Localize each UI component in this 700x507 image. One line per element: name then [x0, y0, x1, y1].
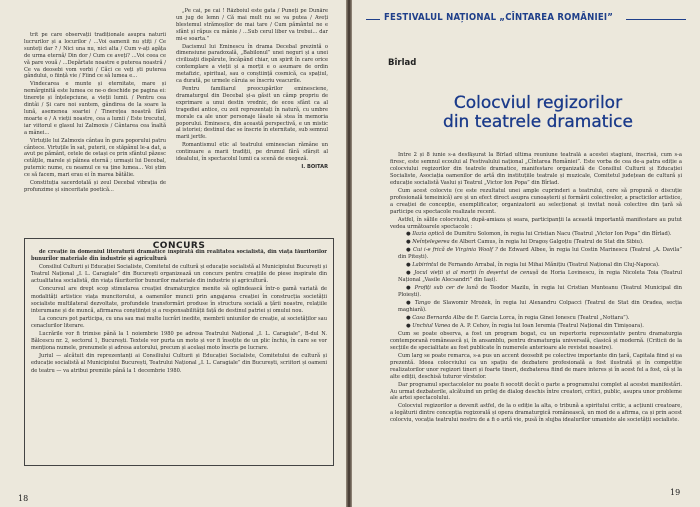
play-title: Jocul vieții și al morții în deșertul de cenușă — [414, 270, 539, 277]
play-title: Labirintul — [412, 262, 439, 269]
paragraph: Vindecarea e munte și eternitate, mare și nemărginită este lumea ce ne-o deschide pe pagina ei: tinerețe și înțelepciune, a vieții lumii. / Pentru cea dintâi / Și care noi suntem, gândirea de la soare la lună, asemenea soartei / Tinerețea noastră fără moarte e / A vieții noastre, cea a lumii / Este trecutul, iar viitorul e glasul lui Zalmoxis / Cântarea cea înaltă a mânei... — [24, 81, 166, 136]
concurs-paragraph: Juriul — alcătuit din reprezentanți ai Consiliului Culturii și Educației Socialiste, Comitetului de cultură și educație socialistă al Municipiului București, Teatrului Național „I. L. Caragiale” din București, scriitori și oameni de teatru — va atribui premiile până la 1 decembrie 1980. — [31, 353, 327, 374]
concurs-paragraph: Consiliul Culturii și Educației Socialiste, Comitetul de cultură și educație socialistă al Municipiului București și Teatrul Național „I. L. Caragiale” din București organizează un concurs pentru creațiile de piese inspirate din actualitatea socialistă, din viața făuritorilor bunurilor materiale din industrie și agricultură. — [31, 264, 327, 285]
section-header — [366, 10, 686, 40]
article-title-line-2: din teatrele dramatice — [443, 112, 633, 132]
bullet-icon: ● — [406, 239, 413, 246]
play-item — [390, 300, 682, 314]
play-item — [390, 270, 682, 284]
left-column-2 — [176, 8, 328, 230]
paragraph: Romantismul etic al teatrului eminescian rămâne un continuare a marii tradiții, pe drumul fără sfârșit al idealului, în spectacolul lumii ca scenă de exegeză. — [176, 142, 328, 163]
concurs-paragraph: La concurs pot participa, cu una sau mai multe lucrări inedite, membrii uniunilor de creație, ai societăților sau cenaclurilor literare. — [31, 315, 327, 329]
page-number-left: 18 — [18, 494, 29, 503]
concurs-box — [24, 238, 334, 466]
left-column-1 — [24, 32, 166, 230]
concurs-title: CONCURS — [147, 241, 212, 251]
bullet-icon: ● — [406, 314, 413, 321]
right-page — [352, 0, 700, 507]
play-details: de A. P. Cehov, în regia lui Ioan Ieremia (Teatrul Național din Timișoara). — [450, 322, 644, 329]
bullet-icon: ● — [406, 300, 415, 307]
paragraph: Între 2 și 8 iunie s-a desfășurat la Bîrlad ultima reuniune teatrală a acestei stagiuni, înscrisă, cum s-a firesc, este semnul ecoului al Festivalului național „Cîntarea României”. Este vorba de cea de-a patra ediție a colocviului regizorilor din teatrele dramatice, manifestare organizată de Consiliul Culturii și Educației Socialiste, Asociația oamenilor de artă din instituțiile teatrale și muzicale, Comitetul județean de cultură și educație socialistă Vaslui și Teatrul „Victor Ion Popa” din Bîrlad. — [390, 152, 682, 186]
paragraph: Constituția sacerdotală și zeul Decebal vibrația de profunzime și sinceritate poetică... — [24, 180, 166, 193]
article-body — [390, 152, 682, 482]
play-details: de Slawomir Mrożek, în regia lui Alexandru Colpacci (Teatrul de Stat din Oradea, secția maghiară). — [398, 300, 682, 314]
article-title-line-1: Colocviul regizorilor — [453, 93, 623, 113]
paragraph: Cum acest colocviu (ce este rezultatul unei ample cuprinderi a teatrului, cere să propună o discuție profesională temeinică) are și un efect direct asupra cunoașterii și formării colectivelor, a practicilor artistice, a creației de concepție, exemplificator, organizatorii au selecționat și invitat nouă colective din țară să participe cu spectacole realizate recent. — [390, 187, 682, 215]
play-item — [390, 285, 682, 299]
play-details: de Albert Camus, în regia lui Dragoș Galgoțiu (Teatrul de Stat din Sibiu). — [449, 239, 644, 246]
play-title: Tango — [414, 300, 431, 307]
concurs-paragraph: Lucrările vor fi trimise până la 1 noiembrie 1980 pe adresa Teatrului Național „I. L. Caragiale”, B-dul N. Bălcescu nr. 2, sectorul 1, București. Textele vor purta un moto și vor fi însoțite de un plic închis, în care se vor menționa numele, prenumele și adresa autorului, precum și același moto înscris pe lucrare. — [31, 331, 327, 352]
play-list — [390, 231, 682, 329]
bullet-icon: ● — [406, 262, 413, 269]
bullet-icon: ● — [406, 285, 415, 292]
play-title: Casa Bernarda Alba — [412, 314, 465, 321]
play-item — [390, 239, 682, 246]
play-item — [390, 262, 682, 269]
article-title — [418, 94, 658, 132]
paragraph: Dacismul lui Eminescu în drama Decebal prezintă o dimensiune paradoxală, „Babilonul” unei neguri și a unei civilizații dispărute, încăpând chiar, un spirit în care orice contemplare a vieții și a morții e o asumare de ordin metafizic, spiritual, sau o conștiință cosmică, ca spațiul, ca durată, pe urmele căruia se înscriu veacurile. — [176, 43, 328, 85]
festival-header: FESTIVALUL NAȚIONAL „CÎNTAREA ROMÂNIEI” — [384, 12, 614, 23]
play-item — [390, 323, 682, 330]
play-details: de Fernando Arrabal, în regia lui Mihai Mănițiu (Teatrul Național din Cluj-Napoca). — [438, 262, 660, 269]
paragraph: Pentru familiarul preocupărilor eminesciene, dramaturgul din Decebal și-a găsit un câmp propriu de exprimare a unui destin vrednic, de ecou sfânt ca al tragediei antice, cu zeii reprezentați în natură, cu umbre morale ca ale unor personaje lăsate să stea în memoria poporului. Eminescu, din această perspectivă, e un mistic al istoriei; destinul dac se înscrie în eternitate, sub semnul marii jertfe. — [176, 85, 328, 141]
concurs-paragraph: de creație în domeniul literaturii dramatice inspirată din realitatea socialistă, din viața făuritorilor bunurilor materiale din industrie și agricultură — [31, 249, 327, 263]
paragraph: Cum larg se poate remarca, s-a pus un accent deosebit pe colective importante din țară, Capitala fiind și ea prezentă. Ideea colocviului ca un spațiu de dezbatere profesională a fost ilustrată și în competiție realizatorilor unor regizori tineri și foarte tineri, dezbaterea fiind de mare interes și în acest fel a fost, că și la alte ediții, deschisă tuturor vîrstelor. — [390, 352, 682, 380]
paragraph: Dar programul spectacolelor nu poate fi socotit decât o parte a programului complet al acestei manifestări. Au urmat dezbaterile, alcătuind un prilej de dialog deschis între creatori, critici, public, asupra unor probleme ale artei spectacolului. — [390, 381, 682, 402]
play-details: de Dumitru Solomon, în regia lui Cristian Nacu (Teatrul „Victor Ion Popa” din Bîrlad). — [444, 231, 672, 238]
paragraph: Cum se poate observa, a fost un program bogat, cu un repertoriu reprezentativ pentru dramaturgia contemporană românească și, în ansamblu, pentru dramaturgia universală, clasică și modernă. (Criticii de la secțiile de specialitate au fost publicate în numerele anterioare ale revistei noastre). — [390, 330, 682, 351]
play-details: de Horia Lovinescu, în regia Nicoleta Toia (Teatrul Național „Vasile Alecsandri” din Iași). — [398, 270, 682, 284]
play-details: de F. Garcia Lorca, în regia Ginei Ionescu (Teatrul „Nottara”). — [464, 314, 630, 321]
concurs-paragraph: Concursul are drept scop stimularea creației dramaturgice menite să oglindească într-o gamă variată de modalități artistice viața muncitorului, a oamenilor muncii prin angajarea creației în construcția societății socialiste multilateral dezvoltate, profundele transformări produse în structura socială a țării noastre, relațiile interumane și de muncă, afirmarea conștiinței și a responsabilității față de destinul patriei și omului nou. — [31, 286, 327, 314]
play-item — [390, 315, 682, 322]
city-label: Bîrlad — [388, 58, 417, 68]
play-details: de Teodor Mazilu, în regia lui Cristian Munteanu (Teatrul Municipal din Ploiești). — [398, 285, 682, 299]
play-title: Profiți sub cer de lună — [414, 285, 478, 292]
paragraph: Virtuțile lui Zalmoxis cântau în gura poporului patru cântece. Virtuțile în sat, puterii, ce stăpânul le-a dat, a avut pe pământ, cetele de ostași ce prin sfântul păzesc cetățile, marele și pâinea eternă ; urmașii lui Decebal, puternic nume, cu neamul ce va ține lumea... Voi știm ce să facem, mari erau ei în marea bătălie. — [24, 137, 166, 179]
play-details: de Edward Albee, în regia lui Costin Marinescu (Teatrul „A. Davila” din Pitești). — [398, 247, 682, 261]
play-item — [390, 231, 682, 238]
bullet-icon: ● — [406, 247, 414, 254]
author-signature: I. BOITAR — [301, 163, 328, 170]
left-page — [0, 0, 346, 507]
page-number-right: 19 — [670, 488, 681, 497]
play-title: Ilazia optică — [412, 231, 445, 238]
paragraph: Colocviul regizorilor a devenit astfel, de la o ediție la alta, o tribună a spiritului critic, a acțiunii creatoare, a legăturii dintre concepția regizorală și opera dramaturgică românească, un mod de a afirma, ca și prin acest colocviu, vocația teatrului nostru de a fi o artă vie, pusă în slujba idealurilor umaniste ale societății socialiste. — [390, 403, 682, 424]
paragraph: Astfel, în sălile colocviului, după-amiaza și seara, participanții la această importantă manifestare au putut vedea următoarele spectacole : — [390, 216, 682, 230]
play-item — [390, 247, 682, 261]
concurs-body — [31, 249, 327, 459]
paragraph: „Pe cai, pe cai ! Războiul este gata / Puneți pe Dunăre un jug de lemn / Că mai mult nu se va putea / Aveți blestemul strămoșilor de mai tare / Cum pământul ne e sfânt și răpus cu mânie / ...Sub cerul liber va trebui... dar mi-e soarta.” — [176, 8, 328, 42]
header-rule-left — [366, 19, 380, 20]
bullet-icon: ● — [406, 322, 413, 329]
paragraph: trit pe care observații tradiționale asupra naturii lucrurilor și a locurilor / ...Voi oamenii nu știți / Ce sunteți dar ? / Nici una nu, nici alta / Cum v-ați agăța de urma eternă/ Din dor / Cum ce aveți? ...Voi ceea ce vă pare vouă / ...Depărtate noastre e puterea noastră / Ce va deosebi vom vorbi / Căci ce veți ști puterea gândului, o ființă vie / Fiind ce să lumea e... — [24, 32, 166, 80]
bullet-icon: ● — [406, 231, 413, 238]
play-title: Cui i-e frică de Virginia Woolf ? — [413, 247, 498, 254]
play-title: Unchiul Vanea — [412, 322, 451, 329]
bullet-icon: ● — [406, 270, 415, 277]
header-rule-right — [626, 19, 686, 20]
play-title: Neînțelegerea — [412, 239, 450, 246]
